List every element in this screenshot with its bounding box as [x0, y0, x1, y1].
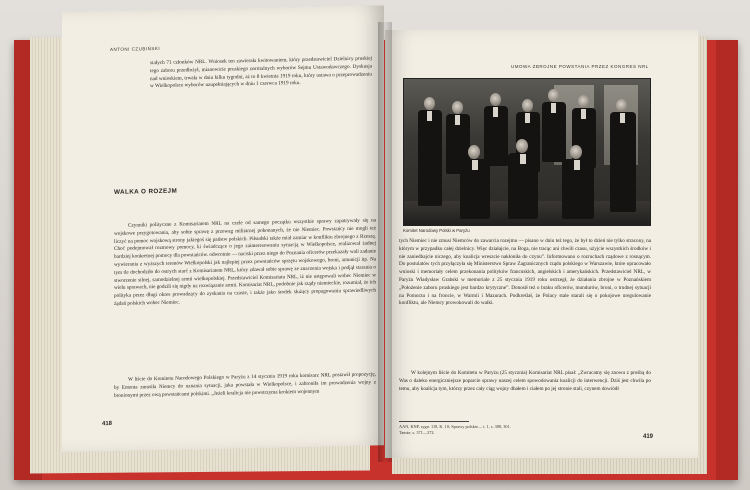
footnote-item: Tamże, s. 371—372.	[399, 430, 435, 435]
footnote-item: AAN, KNP, sygn. 118, K. 10; Sprawy polskie..., t. 1, s. 388, 301.	[399, 424, 511, 429]
left-main-paragraph: Czynniki polityczne z Komisariatem NRL na czele od samego początku wszystkie sprawy zapatrywały się na wojskowe przygotowania, aby sobie sprawę z przewag militarnej pokonanych, że nie Niemiec. Powstańcy nie mogli też liczyć na pomoc wojskową strony jakiegoś się państw polskich. Piłsudski także miał zamiar w konfliktu zbrojnego z Rzeszą. Choć podejmował rozmowy pomocy, ki świadczące o jego zainteresowaniu sytuacją w Wielkopolsce, realizował żadnej bardziej konkretnej pomocy dla powstańców. odwrotnie — naciski przez niego do Poznania oficerów przekazały wali zadanie wywierania z wyższych terenów Wielkopolski jak najlepiej przez powstańców sprzętu wojskowego, broni, amunicji itp. Na tym tle dochodziło do ostrych starć z Komisariatem NRL, który zdawał sobie sprawę ze znaczenia wojska i podjął starania o stworzenie silnej, samodzielnej armii wielkopolskiej. Przedstawiciel Komisariatu NRL, iż nie ustępowali wobec Niemiec w wielu sprawach, nie godzili się nigdy na rozwiązanie armii. Komisariat NRL, podobnie jak rządy niemieckie, rozumiał, że ich polityka przez długi okres prowadzący do zyskania na czasie, i także jako środek służący propagowaniu sprawiedliwych żądań polskich wobec Niemiec.	[114, 217, 376, 307]
right-paragraph-1: tych Niemiec i nie zmusi Niemców do zawarcia rozejmu — pisano w dniu też tego, że był to dzień nie tylko stracony, na którym w przypadku całej dzielnicy. Więc działajcie, na Boga, nie tracąc ani chwili czasu, użyjcie wszystkich środków i nie zaniedbajcie niczego, aby koalicja wreszcie nakłoniła do czynu”. Informowano o rozruchach rządowe z rosnącym. Do postulatów tych przyłączyła się Ministerstwo Spraw Zagranicznych rządu polskiego w Warszawie, które opracowało wnioski i memoriały celem przekonania polityków francuskich, angielskich i amerykańskich. Przedstawiciel NRL, w Paryżu Władysław Grabski w memoriale z 25 stycznia 1919 roku ostrzegł, że działania zbrojne w Poznańskiem „Położenie zaboru pruskiego jest bardzo krytyczne”. Donosił też o braku oficerów, mundurów, broni, o trudnej sytuacji na Pomorzu i na froncie, w Warmii i Mazurach. Podkreślał, że Polacy stale starali się o pokojowe uregulowanie konfliktu, ale Niemcy prowokowali do walki.	[399, 238, 651, 307]
section-heading: WALKA O ROZEJM	[114, 187, 178, 196]
right-page	[385, 30, 698, 458]
right-paragraph-2: W kolejnym liście do Komitetu w Paryżu (25 stycznia) Komisariat NRL pisał: „Zwracamy się znowu z prośbą do Was o daleko energiczniejsze poparcie sprawy naszej celem spowodowania koalicji do interwencji. Dziś jest chwila po temu, aby koalicja tym, którzy przez cały ciąg wojny dbałem i ciałem po jej stronie stali, czynem dowiódł	[399, 370, 651, 392]
left-page-number: 418	[102, 420, 113, 428]
right-page-number: 419	[643, 434, 654, 440]
left-bottom-paragraph: W liście do Komitetu Narodowego Polskiego w Paryżu z 14 stycznia 1919 roku komisarz NRL postawił propozycję, by Ententa zmusiła Niemcy do uznania sytuacji, jaka powstała w Wielkopolsce, i zabroniła im prowadzenia wojny z bronionymi przez ową powstańcami polskimi. „Jeżeli koalicja nie powstrzyma krokiem wojennym	[114, 371, 376, 399]
book-gutter	[378, 22, 392, 462]
group-photograph	[403, 78, 651, 226]
footnote-rule	[399, 421, 469, 422]
left-top-paragraph: stałych 71 członków NRL. Wniosek ten zawierała kwitowaniem, który przedstawiciel Dzielnicy pruskiej tego zaboru przedłożył, mianowicie pruskiego normalnych wyborów Sejmu Ustawodawczego. Dyskusja nad wnioskiem, trwała w dniu kilku tygodni, aż to 8 kwietnia 1919 roku, który ustawa o przeprowadzeniu w Wielkopolsce wyborów uzupełniających w dniu 1 czerwca 1919 roku.	[150, 55, 372, 90]
left-page	[62, 5, 384, 452]
left-running-head: ANTONI CZUBIŃSKI	[110, 45, 161, 52]
footnotes	[399, 424, 629, 436]
photo-caption: Komitet Narodowy Polski w Paryżu	[403, 228, 470, 233]
right-running-head: UMOWA ZBROJNE POWSTANIA PRZEZ KONGRES NRL	[511, 64, 649, 69]
cover-edge-right	[716, 40, 738, 480]
